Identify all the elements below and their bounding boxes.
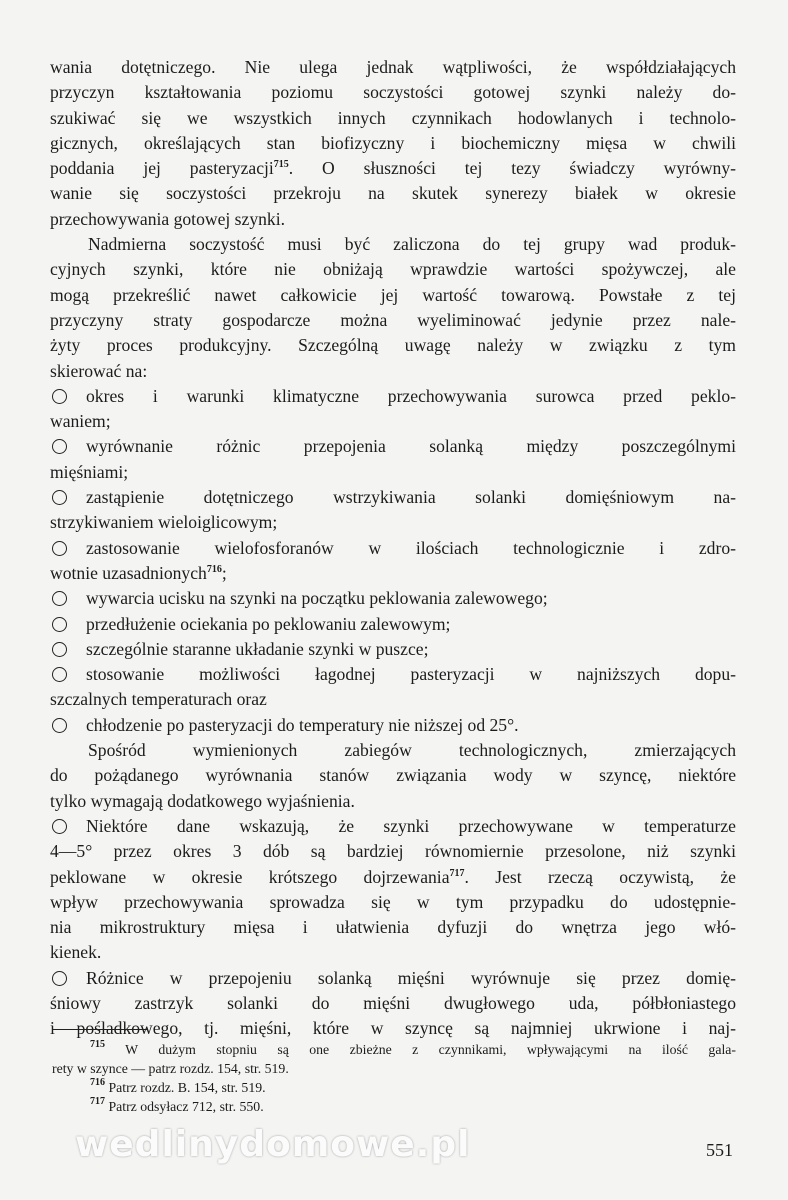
text-line: przechowywania gotowej szynki. <box>50 208 285 229</box>
circle-bullet-icon <box>52 439 67 454</box>
circle-bullet-icon <box>52 642 67 657</box>
bullet-item <box>50 384 736 435</box>
footnote-divider <box>52 1029 148 1030</box>
circle-bullet-icon <box>52 819 67 834</box>
text-line: i pośladkowego, tj. mięśni, które w szyncę są najmniej ukrwione i naj- <box>50 1018 736 1039</box>
text-line: mięśniami; <box>50 461 129 482</box>
footnote-line: $^{716}$ Patrz rozdz. B. 154, str. 519. <box>90 1077 266 1095</box>
bullet-item <box>50 814 736 966</box>
footnote-number: 717 <box>90 1096 105 1107</box>
text-line: kienek. <box>50 942 102 963</box>
circle-bullet-icon <box>52 490 67 505</box>
text-line: nia mikrostruktury mięsa i ułatwienia dyfuzji do wnętrza jego włó- <box>50 917 736 938</box>
text-line: przyczyn kształtowania poziomu soczystości gotowej szynki należy do- <box>50 82 736 103</box>
circle-bullet-icon <box>52 617 67 632</box>
text-line: gicznych, określających stan biofizyczny i biochemiczny mięsa w chwili <box>50 132 736 153</box>
text-line: przedłużenie ociekania po peklowaniu zalewowym; <box>50 612 736 637</box>
circle-bullet-icon <box>52 591 67 606</box>
footnote-line: $^{717}$ Patrz odsyłacz 712, str. 550. <box>90 1096 264 1114</box>
text-line: peklowane w okresie krótszego dojrzewania$^{717}$. Jest rzeczą oczywistą, że <box>50 866 736 887</box>
bullet-item <box>50 662 736 713</box>
text-line: okres i warunki klimatyczne przechowywania surowca przed peklo- <box>50 384 736 409</box>
text-line: Spośród wymienionych zabiegów technologicznych, zmierzających <box>88 740 736 761</box>
text-line: strzykiwaniem wieloiglicowym; <box>50 512 278 533</box>
circle-bullet-icon <box>52 667 67 682</box>
circle-bullet-icon <box>52 541 67 556</box>
text-line: wania dotętniczego. Nie ulega jednak wątpliwości, że współdziałających <box>50 57 736 77</box>
text-line: 4—5° przez okres 3 dób są bardziej równomiernie przesolone, niż szynki <box>50 841 736 862</box>
footnote-line: $^{715}$ W dużym stopniu są one zbieżne z czynnikami, wpływającymi na ilość gala- <box>90 1039 737 1057</box>
text-line: waniem; <box>50 411 111 432</box>
text-line: Nadmierna soczystość musi być zaliczona do tej grupy wad produk- <box>88 234 736 255</box>
text-line: zastosowanie wielofosforanów w ilościach technologicznie i zdro- <box>50 536 736 561</box>
footnote-reference: 716 <box>206 563 222 575</box>
footnote-reference: 717 <box>449 867 465 879</box>
text-line: do pożądanego wyrównania stanów związania wody w szyncę, niektóre <box>50 765 736 786</box>
text-line: Różnice w przepojeniu solanką mięśni wyrównuje się przez domię- <box>50 966 736 991</box>
text-line: chłodzenie po pasteryzacji do temperatury nie niższej od 25°. <box>50 713 736 738</box>
text-line: wotnie uzasadnionych$^{716}$; <box>50 562 227 583</box>
text-line: szczalnych temperaturach oraz <box>50 689 267 710</box>
bullet-item <box>50 586 736 611</box>
text-line: tylko wymagają dodatkowego wyjaśnienia. <box>50 790 355 811</box>
text-line: szczególnie staranne układanie szynki w puszce; <box>50 637 736 662</box>
text-line: Niektóre dane wskazują, że szynki przechowywane w temperaturze <box>50 814 736 839</box>
bullet-item <box>50 536 736 587</box>
text-line: poddania jej pasteryzacji$^{715}$. O słuszności tej tezy świadczy wyrówny- <box>50 158 736 179</box>
text-line: wywarcia ucisku na szynki na początku peklowania zalewowego; <box>50 586 736 611</box>
circle-bullet-icon <box>52 971 67 986</box>
text-line: cyjnych szynki, które nie obniżają wprawdzie wartości spożywczej, ale <box>50 259 736 280</box>
text-line: przyczyny straty gospodarcze można wyeliminować jedynie przez nale- <box>50 309 736 330</box>
bullet-item <box>50 612 736 637</box>
bullet-item <box>50 434 736 485</box>
paragraph <box>50 232 736 384</box>
bullet-item <box>50 485 736 536</box>
paragraph <box>50 738 736 814</box>
text-line: szukiwać się we wszystkich innych czynnikach hodowlanych i technolo- <box>50 107 736 128</box>
text-line: stosowanie możliwości łagodnej pasteryzacji w najniższych dopu- <box>50 662 736 687</box>
text-line: zastąpienie dotętniczego wstrzykiwania solanki domięśniowym na- <box>50 485 736 510</box>
text-line: mogą przekreślić nawet całkowicie jej wartość towarową. Powstałe z tej <box>50 284 736 305</box>
circle-bullet-icon <box>52 389 67 404</box>
footnote-number: 715 <box>90 1039 105 1050</box>
text-line: wyrównanie różnic przepojenia solanką między poszczególnymi <box>50 434 736 459</box>
bullet-item <box>50 637 736 662</box>
text-line: żyty proces produkcyjny. Szczególną uwagę należy w związku z tym <box>50 335 736 356</box>
footnotes <box>52 1040 736 1116</box>
bullet-item <box>50 966 736 1042</box>
paragraph <box>50 55 736 232</box>
text-line: wanie się soczystości przekroju na skutek synerezy białek w okresie <box>50 183 736 204</box>
body-text <box>50 55 736 1042</box>
footnote-reference: 715 <box>273 159 289 171</box>
watermark: wedlinydomowe.pl <box>75 1124 471 1165</box>
text-line: wpływ przechowywania sprowadza się w tym przypadku do udostępnie- <box>50 891 736 912</box>
text-line: skierować na: <box>50 360 148 381</box>
page-number: 551 <box>706 1140 733 1160</box>
text-line: śniowy zastrzyk solanki do mięśni dwugłowego uda, półbłoniastego <box>50 992 736 1013</box>
circle-bullet-icon <box>52 718 67 733</box>
footnote-number: 716 <box>90 1077 105 1088</box>
bullet-item <box>50 713 736 738</box>
footnote-line: rety w szynce — patrz rozdz. 154, str. 519. <box>52 1061 289 1076</box>
